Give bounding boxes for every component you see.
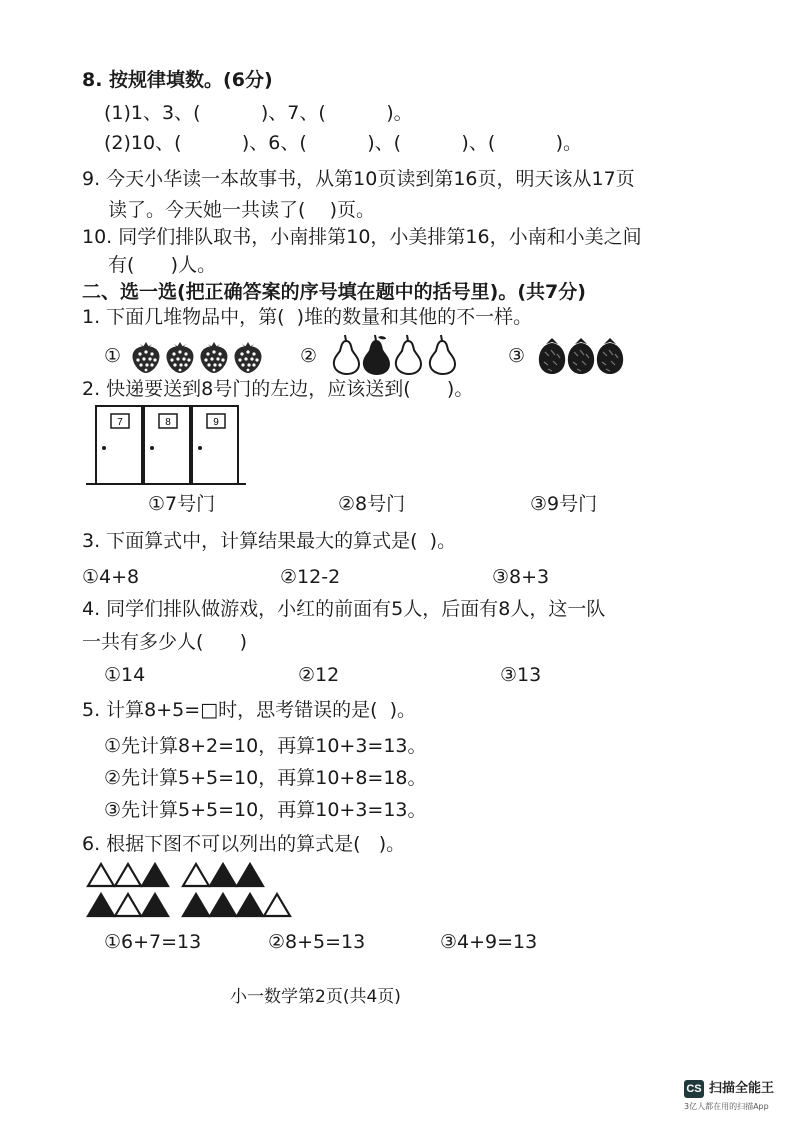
- black-triangle-icon: [88, 894, 114, 916]
- svg-text:9: 9: [213, 417, 219, 428]
- c6-option-2: ②8+5=13: [268, 931, 366, 953]
- doors-illustration: [86, 404, 246, 490]
- c4-option-3: ③13: [500, 664, 542, 686]
- pear-icon: [364, 335, 389, 374]
- q9-line2: 读了。今天她一共读了( )页。: [108, 199, 375, 221]
- black-triangle-icon: [183, 894, 209, 916]
- bag-icon: [539, 338, 565, 374]
- c6-option-1: ①6+7=13: [104, 931, 202, 953]
- c6-question: 6. 根据下图不可以列出的算式是( )。: [82, 833, 406, 855]
- strawberry-icon: [201, 342, 228, 373]
- c1-option-2: ②: [300, 345, 318, 367]
- black-triangle-icon: [142, 864, 168, 886]
- q10-line2: 有( )人。: [108, 254, 217, 276]
- section2-title: 二、选一选(把正确答案的序号填在题中的括号里)。(共7分): [82, 281, 586, 303]
- black-triangle-icon: [237, 894, 263, 916]
- c4-line1: 4. 同学们排队做游戏，小红的前面有5人，后面有8人，这一队: [82, 598, 606, 620]
- c5-option-1: ①先计算8+2=10，再算10+3=13。: [104, 735, 427, 757]
- triangles-figure: [86, 862, 316, 922]
- c5-option-3: ③先计算5+5=10，再算10+3=13。: [104, 799, 427, 821]
- strawberry-icon: [167, 342, 194, 373]
- bag-icon: [597, 338, 623, 374]
- white-triangle-icon: [183, 864, 209, 886]
- black-triangle-icon: [210, 894, 236, 916]
- svg-text:7: 7: [117, 417, 123, 428]
- page-footer: 小一数学第2页(共4页): [230, 987, 401, 1007]
- c2-option-3: ③9号门: [530, 493, 598, 515]
- scanner-tagline: 3亿人都在用的扫描App: [684, 1102, 769, 1111]
- scanner-brand: 扫描全能王: [709, 1081, 775, 1096]
- strawberry-icon: [235, 342, 262, 373]
- c4-option-2: ②12: [298, 664, 340, 686]
- q8-title: 8. 按规律填数。(6分): [82, 69, 273, 91]
- c3-option-2: ②12-2: [280, 566, 341, 588]
- c2-option-2: ②8号门: [338, 493, 406, 515]
- c2-option-1: ①7号门: [148, 493, 216, 515]
- pear-icon: [334, 335, 359, 374]
- q10-line1: 10. 同学们排队取书，小南排第10，小美排第16，小南和小美之间: [82, 226, 642, 248]
- white-triangle-icon: [88, 864, 114, 886]
- strawberry-icon: [133, 342, 160, 373]
- white-triangle-icon: [115, 864, 141, 886]
- q8-line2: (2)10、( )、6、( )、( )、( )。: [104, 132, 583, 154]
- black-triangle-icon: [210, 864, 236, 886]
- c3-option-1: ①4+8: [82, 566, 140, 588]
- c1-option-1: ①: [104, 345, 122, 367]
- svg-text:8: 8: [165, 417, 171, 428]
- bag-icon: [568, 338, 594, 374]
- c3-option-3: ③8+3: [492, 566, 550, 588]
- scanner-logo-icon: CS: [684, 1080, 704, 1098]
- door-9: [192, 406, 238, 484]
- c1-question: 1. 下面几堆物品中，第( )堆的数量和其他的不一样。: [82, 306, 533, 328]
- strawberry-icon-group: [130, 338, 270, 374]
- c2-question: 2. 快递要送到8号门的左边，应该送到( )。: [82, 378, 474, 400]
- black-triangle-icon: [142, 894, 168, 916]
- c1-option-3: ③: [508, 345, 526, 367]
- pear-icon: [396, 335, 421, 374]
- door-8: [144, 406, 190, 484]
- black-triangle-icon: [237, 864, 263, 886]
- c4-line2: 一共有多少人( ): [82, 631, 248, 653]
- c5-question: 5. 计算8+5=□时，思考错误的是( )。: [82, 699, 417, 721]
- door-7: [96, 406, 142, 484]
- c5-option-2: ②先计算5+5=10，再算10+8=18。: [104, 767, 427, 789]
- white-triangle-icon: [264, 894, 290, 916]
- pear-icon-group: [328, 333, 478, 375]
- q8-line1: (1)1、3、( )、7、( )。: [104, 102, 413, 124]
- c4-option-1: ①14: [104, 664, 146, 686]
- c6-option-3: ③4+9=13: [440, 931, 538, 953]
- pear-icon: [430, 335, 455, 374]
- q9-line1: 9. 今天小华读一本故事书，从第10页读到第16页，明天该从17页: [82, 168, 635, 190]
- bag-icon-group: [536, 334, 626, 376]
- c3-question: 3. 下面算式中，计算结果最大的算式是( )。: [82, 530, 457, 552]
- white-triangle-icon: [115, 894, 141, 916]
